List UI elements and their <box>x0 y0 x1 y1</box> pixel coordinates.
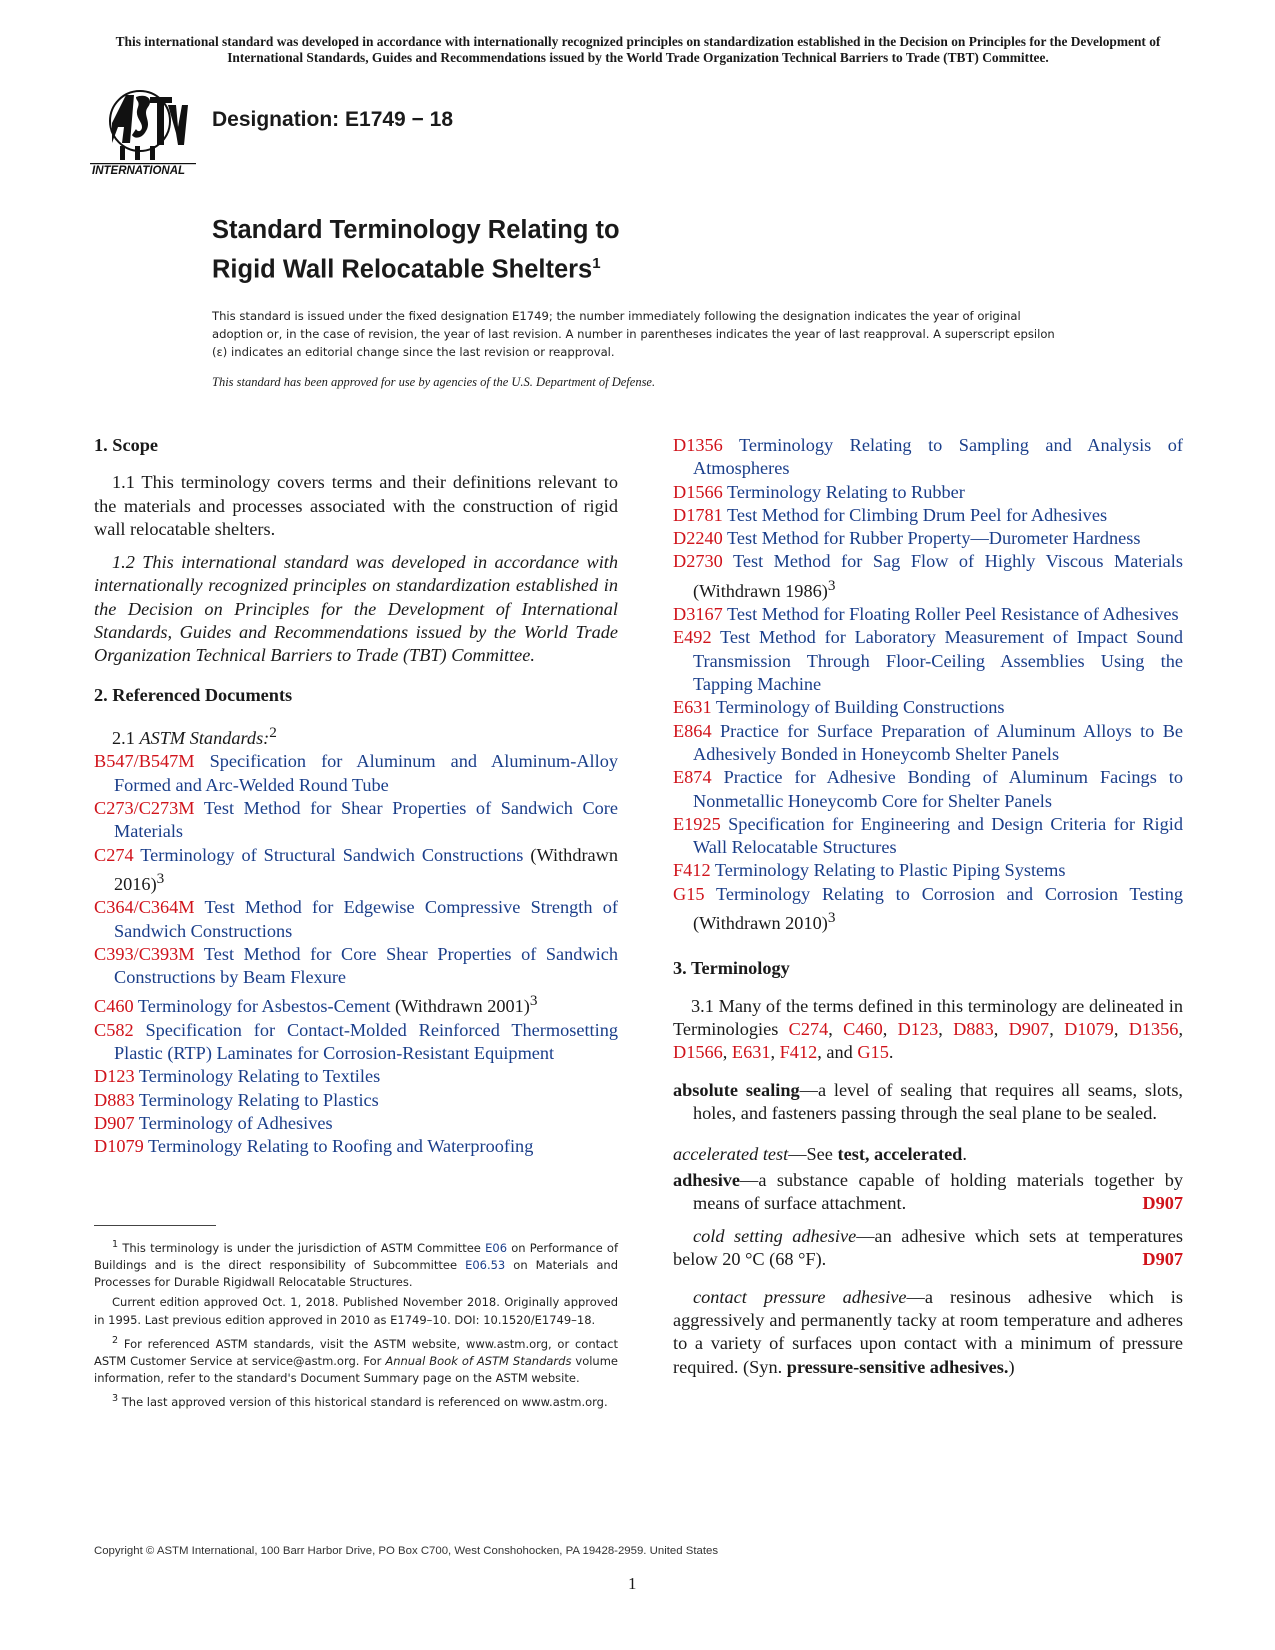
reference-code-link[interactable]: D883 <box>94 1089 135 1110</box>
reference-title-link[interactable]: Terminology Relating to Textiles <box>138 1066 381 1087</box>
scope-paragraph-2: 1.2 This international standard was developed in accordance with internationally recognized principles on standardization established in the Decision on Principles for the Development of International Standards, Guides and Recommendations issued by the World Trade Organization Technical Barriers to Trade (TBT) Committee. <box>94 552 618 666</box>
reference-title-link[interactable]: Terminology Relating to Sampling and Analysis of Atmospheres <box>693 435 1183 479</box>
reference-footnote-mark: 3 <box>827 576 836 594</box>
terminology-ref-link[interactable]: C274 <box>788 1019 829 1040</box>
term-definition: —a substance capable of holding materials together by means of surface attachment. <box>693 1169 1183 1213</box>
reference-title-link[interactable]: Terminology Relating to Corrosion and Corrosion Testing <box>715 883 1183 904</box>
reference-title-link[interactable]: Test Method for Climbing Drum Peel for Adhesives <box>727 504 1108 525</box>
reference-title-link[interactable]: Practice for Adhesive Bonding of Aluminum Facings to Nonmetallic Honeycomb Core for Shelter Panels <box>693 767 1183 811</box>
reference-list-right <box>673 434 1183 935</box>
reference-item <box>673 434 1183 481</box>
term-source-link[interactable]: D907 <box>1142 1249 1183 1270</box>
reference-title-link[interactable]: Terminology of Building Constructions <box>715 697 1005 718</box>
reference-code-link[interactable]: E864 <box>673 720 712 741</box>
terminology-heading: 3. Terminology <box>673 958 790 979</box>
reference-item <box>673 550 1183 603</box>
reference-title-link[interactable]: Test Method for Laboratory Measurement of Impact Sound Transmission Through Floor-Ceiling Assemblies Using the Tapping Machine <box>693 627 1184 695</box>
reference-code-link[interactable]: D1079 <box>94 1136 144 1157</box>
subsection-label: ASTM Standards: <box>139 728 270 749</box>
reference-code-link[interactable]: C274 <box>94 844 134 865</box>
subsection-number: 2.1 <box>112 728 135 749</box>
term-name: contact pressure adhesive <box>693 1286 907 1307</box>
reference-withdrawn-note: (Withdrawn 2016) <box>114 844 619 894</box>
footnote-mark: 1 <box>112 1239 119 1250</box>
terminology-and: and <box>826 1042 853 1063</box>
reference-item <box>94 1089 618 1112</box>
reference-item <box>94 844 618 897</box>
committee-link[interactable]: E06 <box>485 1240 508 1255</box>
term-definition: —a level of sealing that requires all seams, slots, holes, and fasteners passing through the seal plane to be sealed. <box>693 1079 1184 1123</box>
scope-heading: 1. Scope <box>94 435 158 455</box>
reference-item <box>673 720 1183 767</box>
reference-code-link[interactable]: C273/C273M <box>94 797 195 818</box>
terminology-ref-link[interactable]: D1079 <box>1064 1019 1114 1040</box>
reference-item <box>94 943 618 990</box>
title-line-2 <box>212 247 620 287</box>
reference-item <box>673 766 1183 813</box>
page-number: 1 <box>628 1574 637 1593</box>
footnote-1 <box>94 1236 618 1291</box>
reference-item <box>673 883 1183 936</box>
reference-code-link[interactable]: C582 <box>94 1019 134 1040</box>
reference-footnote-mark: 3 <box>529 992 538 1010</box>
term-synonym: pressure-sensitive adhesives. <box>786 1356 1009 1377</box>
issue-note: This standard is issued under the fixed designation E1749; the number immediately following the designation indicates the year of original adoption or, in the case of revision, the year of last revision. A number in parentheses indicates the year of last reapproval. A superscript epsilon (ε) indicates an editorial change since the last revision or reapproval. <box>212 309 1055 359</box>
footnote-2 <box>94 1332 618 1387</box>
title-footnote-mark: 1 <box>592 255 601 272</box>
reference-title-link[interactable]: Practice for Surface Preparation of Aluminum Alloys to Be Adhesively Bonded in Honeycomb Shelter Panels <box>693 720 1183 764</box>
reference-item <box>673 626 1183 696</box>
footnote-mark: 3 <box>112 1393 119 1405</box>
reference-item <box>94 750 618 797</box>
reference-title-link[interactable]: Test Method for Sag Flow of Highly Viscous Materials <box>732 551 1183 572</box>
reference-item <box>673 859 1183 882</box>
reference-title-link[interactable]: Test Method for Shear Properties of Sandwich Core Materials <box>114 797 618 842</box>
reference-code-link[interactable]: C393/C393M <box>94 943 195 964</box>
term-accelerated-test: accelerated test—See test, accelerated. <box>673 1144 967 1165</box>
document-title <box>212 214 620 287</box>
reference-title-link[interactable]: Specification for Aluminum and Aluminum-Alloy Formed and Arc-Welded Round Tube <box>114 751 618 795</box>
reference-item <box>94 797 618 844</box>
footnote-italic: Annual Book of ASTM Standards <box>385 1353 572 1368</box>
subsection-footnote-mark: 2 <box>269 723 277 741</box>
reference-item <box>673 527 1183 550</box>
reference-title-link[interactable]: Terminology of Adhesives <box>138 1113 333 1133</box>
footnote-edition: Current edition approved Oct. 1, 2018. Published November 2018. Originally approved in 1995. Last previous edition approved in 2010 as E1749–10. DOI: 10.1520/E1749–18. <box>94 1295 618 1327</box>
footnote-text: For referenced ASTM standards, visit the ASTM website, www.astm.org, or contact ASTM Customer Service at service@astm.org. For <box>94 1336 619 1368</box>
reference-code-link[interactable]: D1566 <box>673 481 723 502</box>
reference-title-link[interactable]: Test Method for Floating Roller Peel Resistance of Adhesives <box>727 604 1179 625</box>
term-name: cold setting adhesive <box>693 1226 857 1247</box>
terminology-intro-text: 3.1 Many of the terms defined in this terminology are delineated in Terminologies <box>673 995 1183 1040</box>
reference-item <box>673 504 1183 527</box>
reference-code-link[interactable]: E631 <box>673 697 712 718</box>
footnote-3 <box>94 1390 618 1411</box>
reference-code-link[interactable]: D2240 <box>673 528 723 549</box>
reference-code-link[interactable]: G15 <box>673 883 705 904</box>
terminology-intro: 3.1 Many of the terms defined in this terminology are delineated in Terminologies C274, C460, D123, D883, D907, D1079, D1356, D1566, E631, F412, and G15. <box>673 995 1184 1063</box>
reference-footnote-mark: 3 <box>156 869 165 887</box>
term-cross-reference: test, accelerated <box>837 1144 963 1165</box>
terminology-ref-link[interactable]: D123 <box>897 1019 939 1040</box>
international-standard-notice: This international standard was developed in accordance with internationally recognized principles on standardization established in the Decision on Principles for the Development of International Standards, Guides and Recommendations issued by the World Trade Organization Technical Barriers to Trade (TBT) Committee. <box>115 34 1161 65</box>
reference-code-link[interactable]: D2730 <box>673 551 723 572</box>
footnote-text: This terminology is under the jurisdiction of ASTM Committee <box>122 1240 481 1255</box>
reference-title-link[interactable]: Terminology of Structural Sandwich Constructions <box>140 844 524 865</box>
term-name: accelerated test <box>673 1144 789 1165</box>
reference-item <box>94 989 618 1018</box>
referenced-documents-heading: 2. Referenced Documents <box>94 684 293 705</box>
terminology-ref-link[interactable]: D907 <box>1008 1019 1050 1040</box>
reference-code-link[interactable]: B547/B547M <box>94 751 195 772</box>
astm-standards-subheading <box>94 721 618 750</box>
reference-code-link[interactable]: F412 <box>673 860 711 881</box>
term-definition: —a resinous adhesive which is aggressively and permanently tacky at room temperature and adheres to a variety of surfaces upon contact with a minimum of pressure required. (Syn. <box>673 1286 1183 1377</box>
left-column <box>94 434 618 1159</box>
footnotes <box>94 1236 618 1414</box>
approval-note: This standard has been approved for use by agencies of the U.S. Department of Defense. <box>212 375 656 389</box>
reference-withdrawn-note: (Withdrawn 2001) <box>395 996 530 1017</box>
designation: Designation: E1749 − 18 <box>212 108 454 131</box>
term-close: ) <box>1008 1356 1015 1377</box>
reference-item <box>673 481 1183 504</box>
reference-code-link[interactable]: E492 <box>673 627 712 648</box>
footnote-text: The last approved version of this historical standard is referenced on www.astm.org. <box>121 1395 608 1410</box>
term-name: absolute sealing <box>673 1079 800 1100</box>
reference-code-link[interactable]: E874 <box>673 767 712 788</box>
terminology-ref-link[interactable]: D883 <box>953 1019 994 1040</box>
terminology-ref-link[interactable]: D1566 <box>673 1042 723 1063</box>
reference-item <box>673 813 1183 860</box>
footnote-text: on Materials and Processes for Durable Rigidwall Relocatable Structures. <box>94 1258 619 1290</box>
reference-item <box>673 696 1183 719</box>
footnote-text: volume information, refer to the standard's Document Summary page on the ASTM website. <box>94 1353 618 1386</box>
reference-item <box>673 603 1183 626</box>
reference-title-link[interactable]: Terminology for Asbestos-Cement <box>137 996 391 1017</box>
term-contact-pressure-adhesive <box>673 1286 1183 1379</box>
terminology-ref-link[interactable]: E631 <box>731 1042 771 1063</box>
reference-code-link[interactable]: C364/C364M <box>94 897 195 918</box>
reference-title-link[interactable]: Test Method for Edgewise Compressive Strength of Sandwich Constructions <box>114 897 618 941</box>
reference-item <box>94 896 618 943</box>
terminology-ref-link[interactable]: D1356 <box>1128 1019 1179 1040</box>
title-line-1: Standard Terminology Relating to <box>212 216 620 244</box>
footnote-divider <box>94 1225 216 1226</box>
reference-title-link[interactable]: Specification for Engineering and Design Criteria for Rigid Wall Relocatable Structures <box>693 813 1183 858</box>
reference-title-link[interactable]: Terminology Relating to Plastics <box>138 1089 379 1110</box>
term-cold-setting-adhesive <box>673 1225 1183 1272</box>
reference-code-link[interactable]: E1925 <box>673 813 721 834</box>
terminology-ref-link[interactable]: C460 <box>843 1019 883 1040</box>
reference-code-link[interactable]: D1781 <box>673 504 723 525</box>
term-definition: —an adhesive which sets at temperatures below 20 °C (68 °F). <box>673 1226 1183 1270</box>
reference-title-link[interactable]: Test Method for Rubber Property—Durometer Hardness <box>727 528 1141 549</box>
reference-title-link[interactable]: Terminology Relating to Rubber <box>727 481 965 502</box>
reference-title-link[interactable]: Terminology Relating to Plastic Piping Systems <box>714 860 1066 881</box>
reference-withdrawn-note: (Withdrawn 2010) <box>693 913 828 934</box>
footnote-mark: 2 <box>112 1334 119 1346</box>
reference-withdrawn-note: (Withdrawn 1986) <box>693 580 828 601</box>
reference-item <box>94 1065 618 1088</box>
reference-code-link[interactable]: D1356 <box>673 435 723 455</box>
term-name: adhesive <box>673 1169 741 1190</box>
reference-code-link[interactable]: C460 <box>94 996 134 1017</box>
subcommittee-link[interactable]: E06.53 <box>465 1258 506 1273</box>
footnote-text: on Performance of Buildings and is the direct responsibility of Subcommittee <box>94 1240 618 1273</box>
reference-item <box>94 1112 618 1135</box>
copyright: Copyright © ASTM International, 100 Barr Harbor Drive, PO Box C700, West Conshohocken, PA 19428-2959. United States <box>94 1545 719 1557</box>
reference-item <box>94 1019 618 1066</box>
terminology-ref-link[interactable]: G15 <box>857 1042 889 1063</box>
term-adhesive <box>673 1169 1183 1216</box>
reference-title-link[interactable]: Terminology Relating to Roofing and Waterproofing <box>148 1136 534 1157</box>
reference-item <box>94 1135 618 1158</box>
scope-paragraph-1: 1.1 This terminology covers terms and their definitions relevant to the materials and processes associated with the construction of rigid wall relocatable shelters. <box>94 472 618 539</box>
reference-footnote-mark: 3 <box>827 909 836 927</box>
astm-logo <box>90 83 196 175</box>
reference-code-link[interactable]: D907 <box>94 1113 135 1133</box>
title-line-2-text: Rigid Wall Relocatable Shelters <box>212 255 593 284</box>
reference-title-link[interactable]: Specification for Contact-Molded Reinforced Thermosetting Plastic (RTP) Laminates for Corrosion-Resistant Equipment <box>114 1019 618 1064</box>
term-source-link[interactable]: D907 <box>1142 1192 1183 1213</box>
term-absolute-sealing <box>673 1079 1183 1126</box>
term-see: —See <box>788 1144 833 1165</box>
terminology-ref-link[interactable]: F412 <box>779 1042 818 1063</box>
reference-list-left <box>94 750 618 1158</box>
reference-title-link[interactable]: Test Method for Core Shear Properties of Sandwich Constructions by Beam Flexure <box>114 943 618 988</box>
logo-international-text: INTERNATIONAL <box>92 165 186 175</box>
right-column <box>673 434 1183 1389</box>
reference-code-link[interactable]: D123 <box>94 1066 135 1087</box>
reference-code-link[interactable]: D3167 <box>673 604 723 625</box>
